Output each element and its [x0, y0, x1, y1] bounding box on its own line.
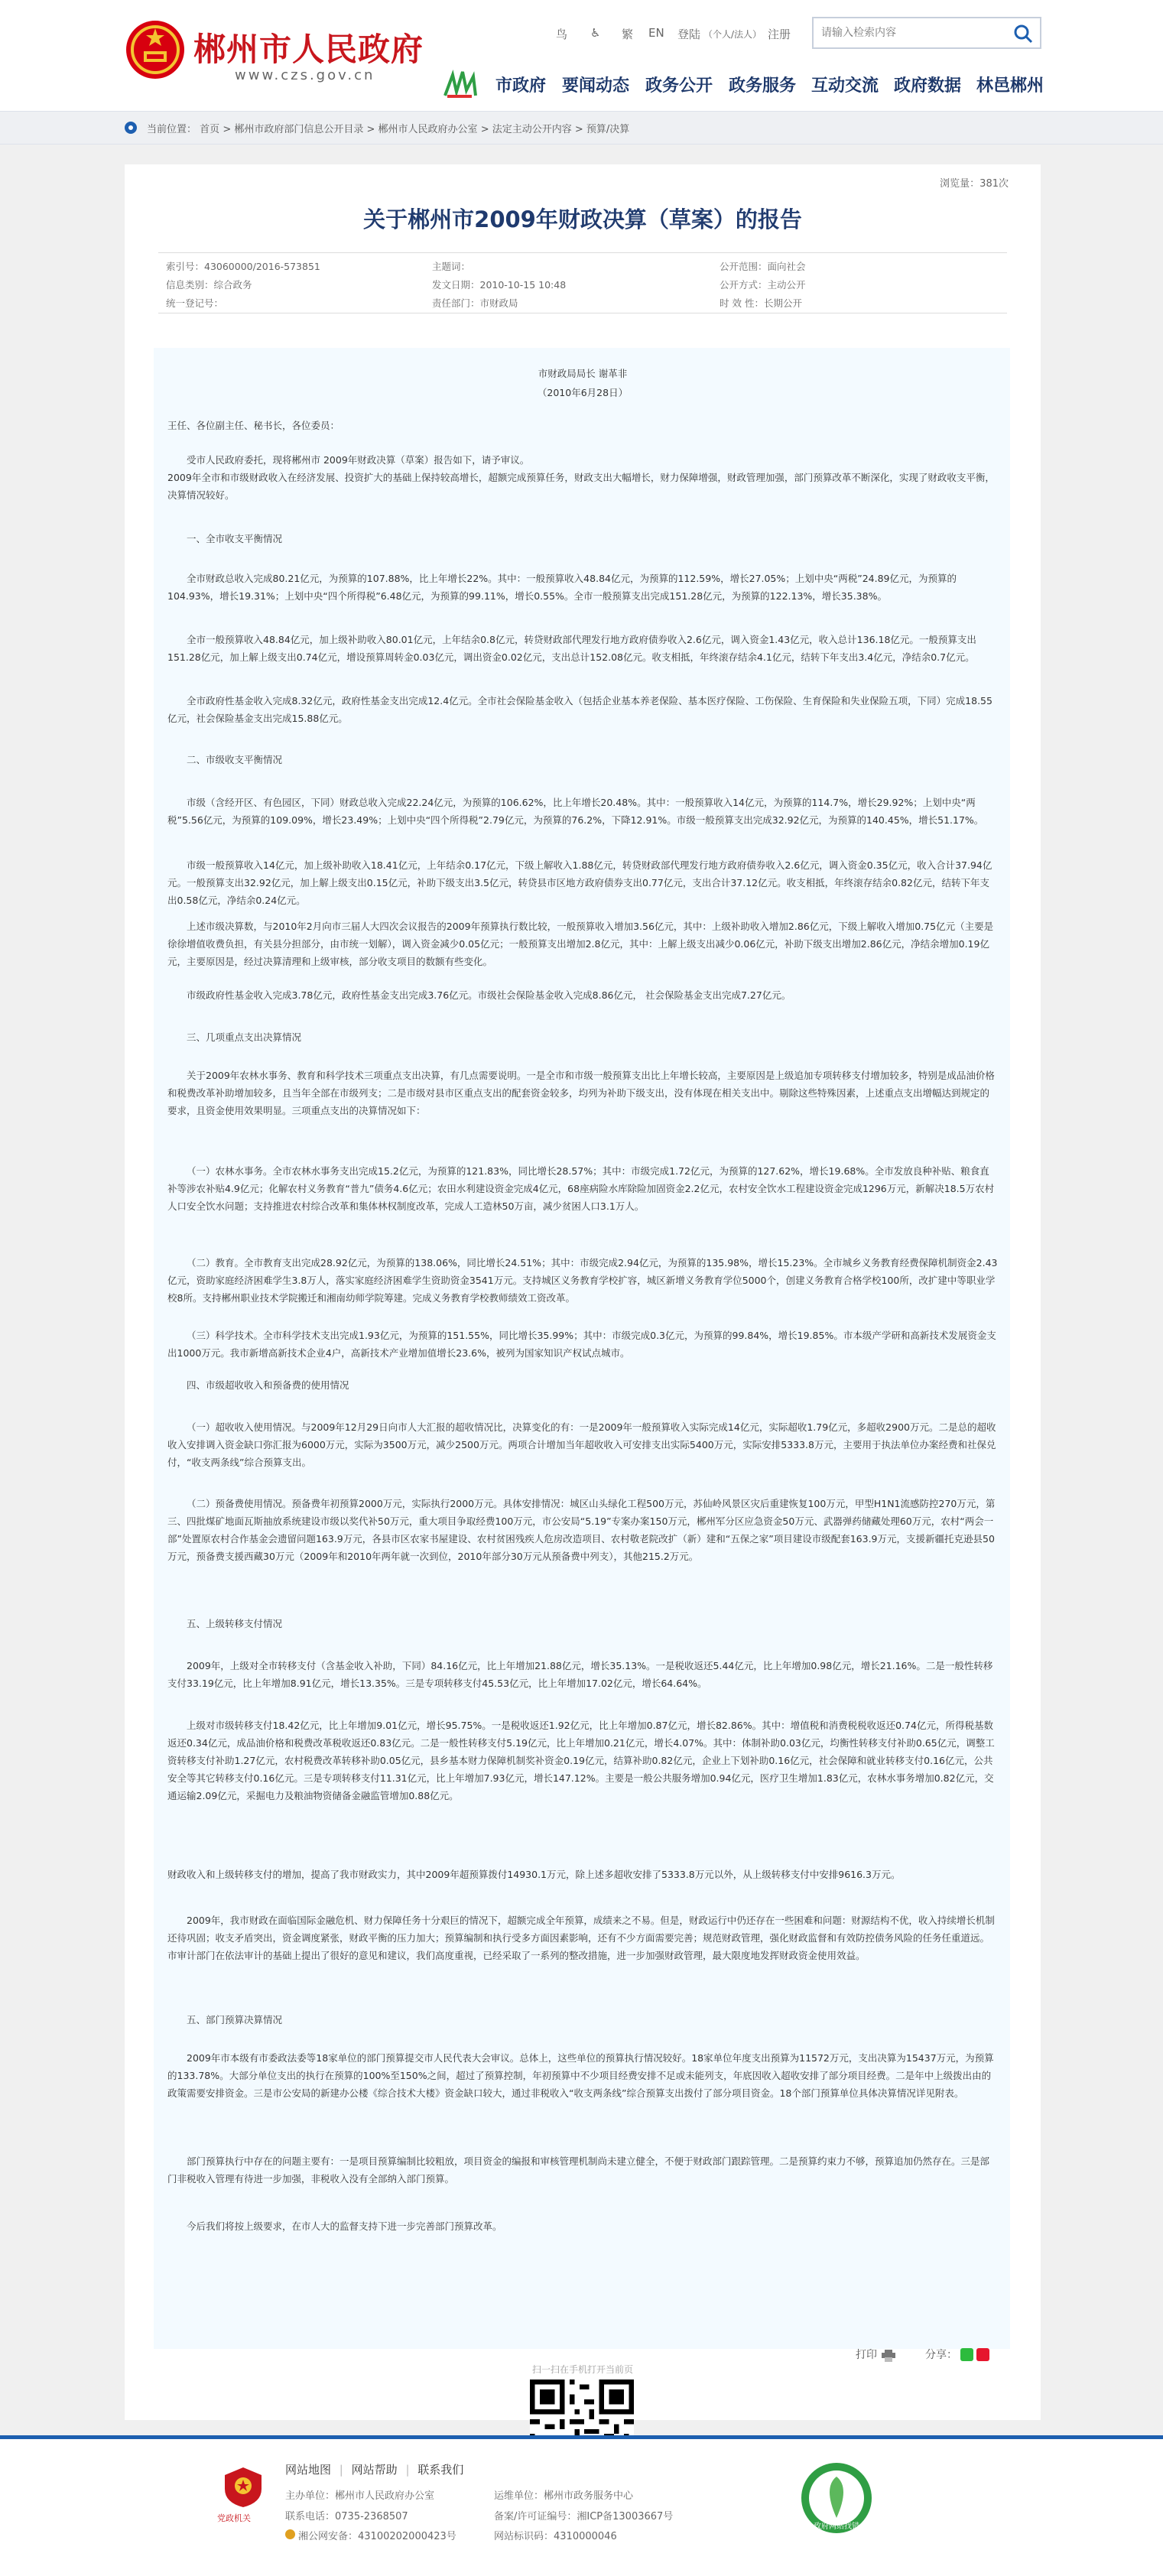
elder-mode-icon[interactable]: ⻦	[556, 28, 568, 41]
section-heading: 三、几项重点支出决算情况	[187, 1031, 302, 1043]
paragraph: 2009年，上级对全市转移支付（含基金收入补助，下同）84.16亿元，比上年增加21.88亿元，增长35.13%。一是税收返还5.44亿元，比上年增加0.98亿元，增长21.16%。二是一般性转移支付33.19亿元，比上年增加8.91亿元，增长13.35%。三是专项转移支付45.53亿元，比上年增加17.02亿元，增长64.64%。	[167, 1660, 993, 1689]
report-error-badge-icon[interactable]	[800, 2461, 873, 2535]
weibo-share-icon[interactable]	[976, 2348, 989, 2361]
paragraph: 财政收入和上级转移支付的增加，提高了我市财政实力，其中2009年超预算拨付14930.1万元，除上述多超收安排了5333.8万元以外，从上级转移支付中安排9616.3万元。	[167, 1869, 901, 1880]
search-input[interactable]	[814, 18, 997, 47]
footer-host: 主办单位：郴州市人民政府办公室	[285, 2490, 435, 2502]
footer-tel: 联系电话：0735-2368507	[285, 2511, 408, 2522]
footer-link-sitemap[interactable]: 网站地图	[285, 2463, 332, 2477]
article-meta-table	[158, 252, 1007, 313]
breadcrumb-item[interactable]: 郴州市政府部门信息公开目录	[234, 124, 364, 135]
paragraph: 市级政府性基金收入完成3.78亿元，政府性基金支出完成3.76亿元。市级社会保险基金收入完成8.86亿元， 社会保险基金支出完成7.27亿元。	[187, 989, 791, 1001]
meta-scope: 公开范围：面向社会	[720, 261, 806, 272]
footer-site-code: 网站标识码：4310000046	[494, 2531, 617, 2542]
article-card	[125, 164, 1041, 2420]
paragraph: 全市政府性基金收入完成8.32亿元，政府性基金支出完成12.4亿元。全市社会保险基金收入（包括企业基本养老保险、基本医疗保险、工伤保险、生育保险和失业保险五项，下同）完成18.55亿元，社会保险基金支出完成15.88亿元。	[167, 695, 992, 724]
paragraph: （一）超收收入使用情况。与2009年12月29日向市人大汇报的超收情况比，决算变化的有：一是2009年一般预算收入实际完成14亿元，实际超收1.79亿元，多超收2900万元。二是总的超收收入安排调入资金缺口弥汇报为6000万元，实际为3500万元，减少2500万元。两项合计增加当年超收收入可安排支出实际5400万元，实际安排5333.8万元，主要用于执法单位办案经费和社保兑付，“收支两条线”综合预算支出。	[167, 1421, 996, 1468]
print-button[interactable]: 打印	[856, 2349, 877, 2361]
nav-item-linyi-chenzhou[interactable]: 林邑郴州	[976, 76, 1044, 96]
city-logo-icon	[441, 69, 479, 99]
article-body	[154, 348, 1010, 2349]
party-gov-emblem-icon[interactable]	[222, 2466, 265, 2509]
view-count: 浏览量：381次	[940, 178, 1009, 190]
search-icon[interactable]	[1012, 23, 1034, 44]
paragraph: 2009年全市和市级财政收入在经济发展、投资扩大的基础上保持较高增长，超额完成预算任务，财政支出大幅增长，财力保障增强，财政管理加强，部门预算改革不断深化，实现了财政收支平衡，决算情况较好。	[167, 472, 995, 501]
page-title: 关于郴州市2009年财政决算（草案）的报告	[363, 206, 802, 232]
breadcrumb-item[interactable]: 郴州市人民政府办公室	[378, 124, 478, 135]
paragraph: 全市一般预算收入48.84亿元，加上级补助收入80.01亿元，上年结余0.8亿元，转贷财政部代理发行地方政府债券收入2.6亿元，调入资金1.43亿元，收入总计136.18亿元。一般预算支出151.28亿元，加上解上级支出0.74亿元，增设预算周转金0.03亿元，调出资金0.02亿元，支出总计152.08亿元。收支相抵，年终滚存结余4.1亿元，结转下年支出3.4亿元，净结余0.7亿元。	[167, 634, 976, 663]
paragraph: 部门预算执行中存在的问题主要有：一是项目预算编制比较粗放，项目资金的编报和审核管理机制尚未建立健全，不便于财政部门跟踪管理。二是预算约束力不够，预算追加仍然存在。三是部门非税收入管理有待进一步加强，非税收入没有全部纳入部门预算。	[167, 2155, 990, 2185]
accessibility-icon[interactable]: ♿	[590, 26, 601, 40]
traditional-chinese-link[interactable]: 繁	[622, 28, 634, 41]
paragraph: 市级一般预算收入14亿元，加上级补助收入18.41亿元，上年结余0.17亿元，下级上解收入1.88亿元，转贷财政部代理发行地方政府债券收入2.6亿元，调入资金0.35亿元，收入合计37.94亿元。一般预算支出32.92亿元，加上解上级支出0.15亿元，补助下级支出3.5亿元，转贷县市区地方政府债券支出0.77亿元，支出合计37.12亿元。收支相抵，年终滚存结余0.82亿元，结转下年支出0.58亿元，净结余0.24亿元。	[167, 859, 992, 906]
breadcrumb-item[interactable]: 法定主动公开内容	[492, 124, 572, 135]
register-link[interactable]: 注册	[768, 28, 791, 41]
meta-department: 责任部门：市财政局	[432, 297, 518, 309]
search-box	[812, 17, 1041, 49]
author-line: 市财政局局长 谢革非	[538, 368, 628, 379]
nav-item-city-government[interactable]: 市政府	[495, 76, 547, 96]
nav-item-news[interactable]: 要闻动态	[562, 76, 630, 96]
english-link[interactable]: EN	[648, 26, 664, 40]
police-badge-icon	[285, 2529, 295, 2539]
national-emblem-icon[interactable]	[125, 19, 186, 80]
breadcrumb	[147, 121, 629, 135]
nav-item-interaction[interactable]: 互动交流	[811, 76, 879, 96]
paragraph: （三）科学技术。全市科学技术支出完成1.93亿元，为预算的151.55%，同比增长35.99%；其中：市级完成0.3亿元，为预算的99.84%，增长19.85%。市本级产学研和高新技术发展资金支出1000万元。我市新增高新技术企业4户，高新技术产业增加值增长23.6%，被列为国家知识产权试点城市。	[167, 1330, 996, 1359]
paragraph: 上级对市级转移支付18.42亿元，比上年增加9.01亿元，增长95.75%。一是税收返还1.92亿元，比上年增加0.87亿元，增长82.86%。其中：增值税和消费税税收返还0.74亿元，所得税基数返还0.34亿元，成品油价格和税费改革税收返还0.83亿元。二是一般性转移支付5.19亿元，比上年增加0.21亿元，增长4.07%。其中：体制补助0.03亿元，均衡性转移支付补助0.65亿元，调整工资转移支付补助1.27亿元，农村税费改革转移补助0.05亿元，县乡基本财力保障机制奖补资金0.19亿元，结算补助0.82亿元，企业上下划补助0.16亿元，社会保障和就业转移支付0.16亿元，公共安全等其它转移支付0.16亿元。三是专项转移支付11.31亿元，比上年增加7.93亿元，增长147.12%。主要是一般公共服务增加0.94亿元，医疗卫生增加1.83亿元，农林水事务增加0.82亿元，交通运输2.09亿元，采掘电力及粮油物资储备金融监管增加0.88亿元。	[167, 1720, 995, 1801]
login-link[interactable]: 登陆	[677, 28, 701, 41]
footer-link-help[interactable]: 网站帮助	[351, 2463, 398, 2477]
footer-icp[interactable]: 备案/许可证编号：湘ICP备13003667号	[494, 2511, 674, 2522]
paragraph: （二）教育。全市教育支出完成28.92亿元，为预算的138.06%，同比增长24.51%；其中：市级完成2.94亿元，为预算的135.98%，增长15.23%。全市城乡义务教育经费保障机制资金2.43亿元，资助家庭经济困难学生3.8万人，落实家庭经济困难学生资助资金3541万元。支持城区义务教育学校扩容，城区新增义务教育学位5000个，创建义务教育合格学校100所，改扩建中等职业学校8所。支持郴州职业技术学院搬迁和湘南幼师学院筹建。完成义务教育学校教师绩效工资改革。	[167, 1257, 998, 1304]
paragraph: 今后我们将按上级要求，在市人大的监督支持下进一步完善部门预算改革。	[187, 2220, 502, 2232]
footer-maintainer: 运维单位：郴州市政务服务中心	[494, 2490, 634, 2502]
printer-icon[interactable]	[882, 2350, 895, 2362]
paragraph: 受市人民政府委托，现将郴州市 2009年财政决算（草案）报告如下，请予审议。	[187, 454, 530, 466]
share-label: 分享：	[925, 2349, 957, 2361]
breadcrumb-separator: >	[223, 124, 235, 135]
section-heading: 二、市级收支平衡情况	[187, 754, 283, 765]
footer-links: 网站地图 | 网站帮助 | 联系我们	[285, 2463, 464, 2477]
meta-publish-date: 发文日期：2010-10-15 10:48	[432, 279, 567, 291]
site-title[interactable]: 郴州市人民政府	[193, 31, 424, 68]
breadcrumb-label: 当前位置：	[147, 124, 197, 135]
paragraph: 2009年市本级有市委政法委等18家单位的部门预算提交市人民代表大会审议。总体上，这些单位的预算执行情况较好。18家单位年度支出预算为11572万元，支出决算为15437万元，为预算的133.78%。大部分单位支出的执行在预算的100%至150%之间，超过了预算控制，年初预算中不少项目经费安排不足或未能列支，年底因收入超收安排了部分项目经费。二是年中上级拨出由的政策需要安排资金。三是市公安局的新建办公楼《综合技术大楼》资金缺口较大，通过非税收入“收支两条线”综合预算支出拨付了部分项目资金。18个部门预算单位具体决算情况详见附表。	[167, 2052, 994, 2099]
section-heading: 四、市级超收收入和预备费的使用情况	[187, 1379, 349, 1391]
breadcrumb-separator: >	[480, 124, 492, 135]
nav-item-gov-data[interactable]: 政府数据	[894, 76, 962, 96]
breadcrumb-separator: >	[366, 124, 378, 135]
meta-method: 公开方式：主动公开	[720, 279, 806, 291]
qr-caption: 扫一扫在手机打开当前页	[531, 2364, 633, 2375]
meta-category: 信息类别：综合政务	[166, 279, 252, 291]
meta-reg-no: 统一登记号：	[166, 297, 224, 309]
location-pin-icon	[124, 121, 138, 135]
section-heading: 五、部门预算决算情况	[187, 2014, 283, 2025]
nav-item-gov-services[interactable]: 政务服务	[729, 76, 797, 96]
paragraph: （一）农林水事务。全市农林水事务支出完成15.2亿元，为预算的121.83%，同比增长28.57%；其中：市级完成1.72亿元，为预算的127.62%，增长19.68%。全市发放良种补贴、粮食直补等涉农补贴4.9亿元；化解农村义务教育“普九”债务4.6亿元；农田水利建设资金完成4亿元，68座病险水库除险加固资金2.2亿元，农村安全饮水工程建设资金完成1296万元，新解决18.5万农村人口安全饮水问题；支持推进农村综合改革和集体林权制度改革，完成人工造林50万亩，减少贫困人口3.1万人。	[167, 1165, 995, 1212]
section-heading: 一、全市收支平衡情况	[187, 533, 283, 544]
meta-index-no: 索引号：43060000/2016-573851	[166, 261, 320, 272]
footer-link-contact[interactable]: 联系我们	[417, 2463, 464, 2477]
meta-topic: 主题词：	[432, 261, 471, 272]
login-hint: （个人/法人）	[703, 29, 762, 40]
paragraph: 关于2009年农林水事务、教育和科学技术三项重点支出决算，有几点需要说明。一是全市和市级一般预算支出比上年增长较高，主要原因是上级追加专项转移支付增加较多，特别是成品油价格和税费改革补助增加较多，且当年全部在市级列支；二是市级对县市区重点支出的配套资金较多，均列为补助下级支出，没有体现在相关支出中。剔除这些特殊因素，上述重点支出增幅达到规定的要求，且资金使用效果明显。三项重点支出的决算情况如下：	[167, 1070, 995, 1116]
salutation: 王任、各位副主任、秘书长，各位委员：	[167, 420, 340, 431]
section-heading: 五、上级转移支付情况	[187, 1618, 283, 1629]
site-header	[0, 0, 1163, 111]
site-url: www.czs.gov.cn	[235, 67, 375, 83]
wechat-share-icon[interactable]	[960, 2348, 973, 2361]
paragraph: （二）预备费使用情况。预备费年初预算2000万元，实际执行2000万元。具体安排情况：城区山头绿化工程500万元，苏仙岭风景区灾后重建恢复100万元，甲型H1N1流感防控270万元，第三、四批煤矿地面瓦斯抽放系统建设市级以奖代补50万元，重大项目争取经费100万元，市公安局“5.19”专案办案150万元，郴州军分区应急资金50万元、武器弹药储藏处理60万元，农村“两会一部”处置原农村合作基金会遗留问题163.9万元，各县市区农家书屋建设、农村贫困残疾人危房改造项目、农村敬老院改扩（新）建和“五保之家”项目建设市级配套163.9万元，支援新疆托克逊县50万元，预备费支援西藏30万元（2009年和2010年两年就一次到位，2010年部分30万元从预备费中列支），其他215.2万元。	[167, 1498, 996, 1562]
nav-item-gov-disclosure[interactable]: 政务公开	[645, 76, 713, 96]
breadcrumb-item[interactable]: 首页	[200, 124, 220, 135]
badge-text: 政府网站找错	[814, 2522, 859, 2531]
breadcrumb-separator: >	[574, 124, 586, 135]
breadcrumb-item[interactable]: 预算/决算	[586, 124, 630, 135]
paragraph: 2009年，我市财政在面临国际金融危机、财力保障任务十分艰巨的情况下，超额完成全年预算，成绩来之不易。但是，财政运行中仍还存在一些困难和问题：财源结构不优，收入持续增长机制还待巩固；收支矛盾突出，资金调度紧张，财政平衡的压力加大；预算编制和执行受多方面因素影响，还有不少方面需要完善；规范财政管理，强化财政监督和有效防控债务风险的任务任重道远。市审计部门在依法审计的基础上提出了很好的意见和建议，我们高度重视，已经采取了一系列的整改措施，进一步加强财政管理，最大限度地发挥财政资金使用效益。	[167, 1915, 995, 1961]
paragraph: 全市财政总收入完成80.21亿元，为预算的107.88%，比上年增长22%。其中：一般预算收入48.84亿元，为预算的112.59%，增长27.05%；上划中央“两税”24.89亿元，为预算的104.93%，增长19.31%；上划中央“四个所得税”6.48亿元，为预算的99.11%，增长0.55%。全市一般预算支出完成151.28亿元，为预算的122.13%，增长35.38%。	[167, 573, 957, 602]
meta-validity: 时 效 性：长期公开	[720, 297, 802, 309]
date-line: （2010年6月28日）	[537, 387, 629, 398]
paragraph: 市级（含经开区、有色园区，下同）财政总收入完成22.24亿元，为预算的106.62%，比上年增长20.48%。其中：一般预算收入14亿元，为预算的114.7%，增长29.92%；上划中央“两税”5.56亿元，为预算的109.09%，增长23.49%；上划中央“四个所得税”2.79亿元，为预算的76.2%，下降12.91%。市级一般预算支出完成32.92亿元，为预算的140.45%，增长51.17%。	[167, 797, 984, 826]
party-gov-emblem-label: 党政机关	[217, 2513, 251, 2523]
footer-police[interactable]: 湘公网安备：43100202000423号	[298, 2531, 456, 2542]
paragraph: 上述市级决算数，与2010年2月向市三届人大四次会议报告的2009年预算执行数比较，一般预算收入增加3.56亿元，其中：上级补助收入增加2.86亿元，下级上解收入增加0.75亿元（主要是徐徐增值收费负担，有关县分担部分，由市统一划解），调入资金减少0.05亿元；一般预算支出增加2.8亿元，其中：上解上级支出减少0.06亿元，补助下级支出增加2.86亿元，净结余增加0.19亿元，主要原因是，经过决算清理和上级审核，部分收支项目的数额有些变化。	[167, 921, 994, 967]
